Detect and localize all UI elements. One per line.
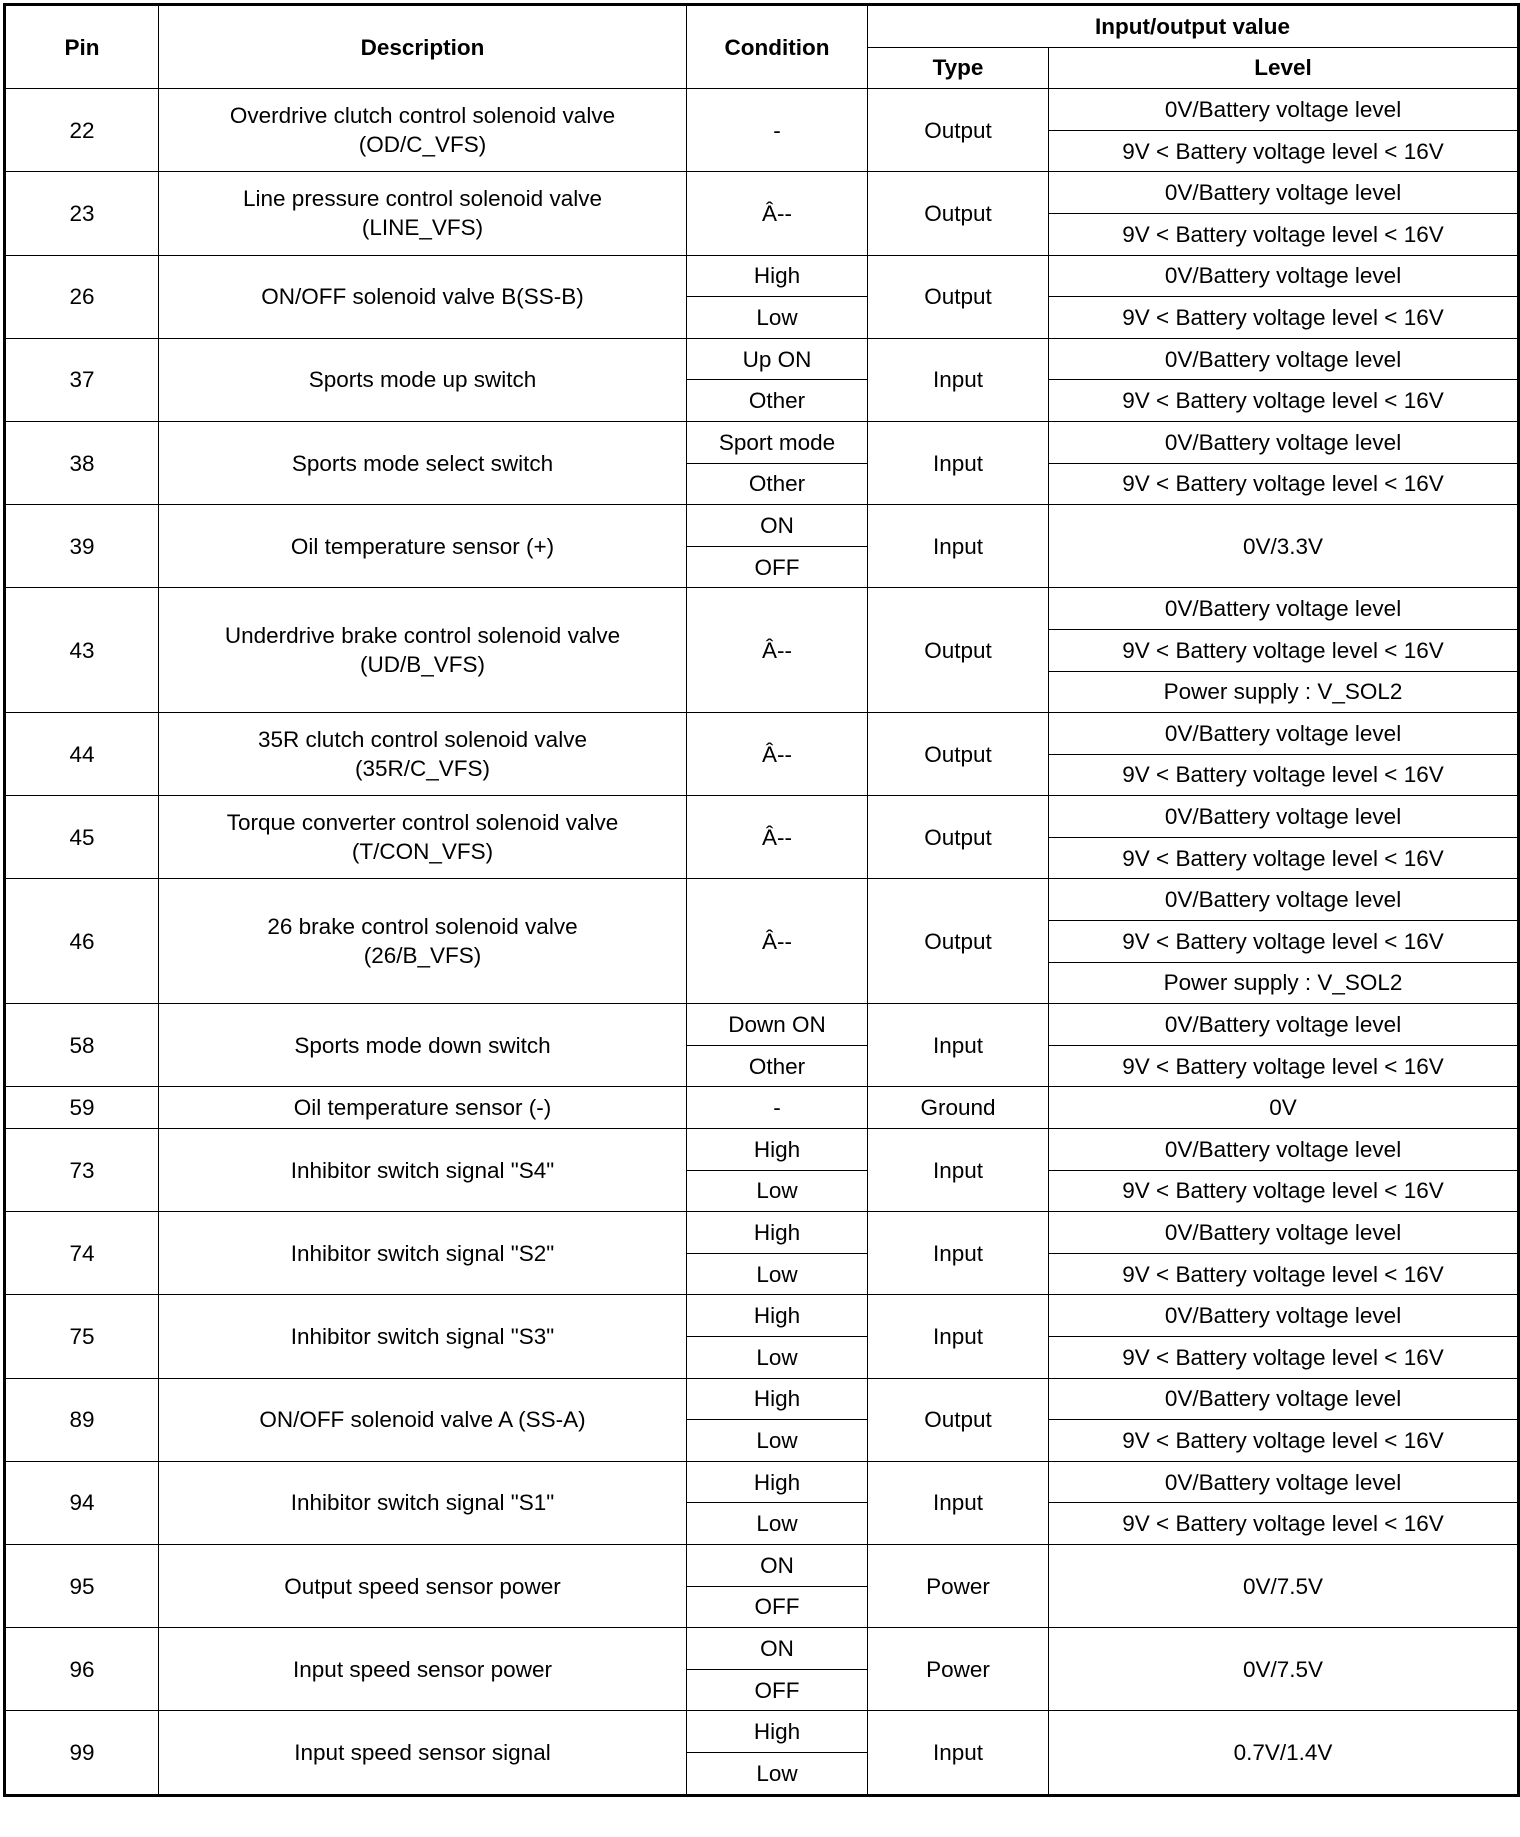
level-cell: 9V < Battery voltage level < 16V [1049, 380, 1519, 422]
level-cell: 0V/Battery voltage level [1049, 1212, 1519, 1254]
description-cell: Inhibitor switch signal "S2" [159, 1212, 687, 1295]
condition-cell: Â-- [687, 588, 868, 713]
table-row [5, 89, 1519, 131]
table-header [5, 5, 1519, 89]
type-cell: Input [868, 1129, 1049, 1212]
condition-cell: Other [687, 463, 868, 505]
condition-cell: Low [687, 1337, 868, 1379]
condition-cell: Other [687, 380, 868, 422]
table-row [5, 1544, 1519, 1586]
type-cell: Output [868, 172, 1049, 255]
level-cell: 0V/Battery voltage level [1049, 172, 1519, 214]
pin-cell: 73 [5, 1129, 159, 1212]
condition-cell: High [687, 1295, 868, 1337]
level-cell: 0V/Battery voltage level [1049, 338, 1519, 380]
level-cell: 0V/Battery voltage level [1049, 713, 1519, 755]
description-cell: ON/OFF solenoid valve A (SS-A) [159, 1378, 687, 1461]
condition-cell: Â-- [687, 796, 868, 879]
level-cell: 0V/Battery voltage level [1049, 879, 1519, 921]
type-cell: Input [868, 505, 1049, 588]
level-cell: 9V < Battery voltage level < 16V [1049, 297, 1519, 339]
description-cell: Input speed sensor signal [159, 1711, 687, 1795]
condition-cell: OFF [687, 1586, 868, 1628]
condition-cell: Up ON [687, 338, 868, 380]
level-cell: 9V < Battery voltage level < 16V [1049, 837, 1519, 879]
condition-cell: Low [687, 1170, 868, 1212]
level-cell: 9V < Battery voltage level < 16V [1049, 1503, 1519, 1545]
level-cell: 9V < Battery voltage level < 16V [1049, 1420, 1519, 1462]
pin-cell: 75 [5, 1295, 159, 1378]
condition-cell: Low [687, 1752, 868, 1795]
type-cell: Input [868, 1461, 1049, 1544]
description-cell: Oil temperature sensor (+) [159, 505, 687, 588]
condition-cell: Low [687, 1420, 868, 1462]
pin-cell: 22 [5, 89, 159, 172]
level-cell: 9V < Battery voltage level < 16V [1049, 1045, 1519, 1087]
pin-cell: 43 [5, 588, 159, 713]
level-cell: 0V/Battery voltage level [1049, 1004, 1519, 1046]
condition-cell: Â-- [687, 879, 868, 1004]
pin-cell: 39 [5, 505, 159, 588]
condition-cell: Low [687, 1253, 868, 1295]
type-cell: Input [868, 1004, 1049, 1087]
type-cell: Output [868, 255, 1049, 338]
pin-cell: 59 [5, 1087, 159, 1129]
level-cell: 0V/Battery voltage level [1049, 421, 1519, 463]
level-cell: 0V/Battery voltage level [1049, 1461, 1519, 1503]
type-cell: Power [868, 1544, 1049, 1627]
type-cell: Output [868, 588, 1049, 713]
condition-cell: - [687, 89, 868, 172]
header-io-value: Input/output value [868, 5, 1519, 48]
condition-cell: High [687, 1129, 868, 1171]
table-row [5, 1212, 1519, 1254]
table-row [5, 255, 1519, 297]
condition-cell: Low [687, 297, 868, 339]
level-cell: 0V/Battery voltage level [1049, 89, 1519, 131]
description-cell: Overdrive clutch control solenoid valve (OD/C_VFS) [159, 89, 687, 172]
level-cell: 9V < Battery voltage level < 16V [1049, 1253, 1519, 1295]
condition-cell: High [687, 1711, 868, 1753]
level-cell: 0V/Battery voltage level [1049, 1129, 1519, 1171]
table-row [5, 1295, 1519, 1337]
type-cell: Input [868, 338, 1049, 421]
description-cell: 35R clutch control solenoid valve (35R/C_VFS) [159, 713, 687, 796]
type-cell: Output [868, 1378, 1049, 1461]
type-cell: Input [868, 1711, 1049, 1795]
table-row [5, 421, 1519, 463]
table-row [5, 796, 1519, 838]
type-cell: Ground [868, 1087, 1049, 1129]
table-row [5, 1461, 1519, 1503]
type-cell: Output [868, 89, 1049, 172]
table-row [5, 1711, 1519, 1753]
pin-cell: 94 [5, 1461, 159, 1544]
header-pin: Pin [5, 5, 159, 89]
type-cell: Output [868, 713, 1049, 796]
description-cell: Inhibitor switch signal "S3" [159, 1295, 687, 1378]
description-cell: Sports mode down switch [159, 1004, 687, 1087]
header-level: Level [1049, 47, 1519, 89]
table-body [5, 89, 1519, 1795]
pin-cell: 95 [5, 1544, 159, 1627]
level-cell: 9V < Battery voltage level < 16V [1049, 130, 1519, 172]
level-cell: 9V < Battery voltage level < 16V [1049, 463, 1519, 505]
level-cell: Power supply : V_SOL2 [1049, 671, 1519, 713]
condition-cell: High [687, 1212, 868, 1254]
table-row [5, 713, 1519, 755]
condition-cell: High [687, 255, 868, 297]
pin-specification-table [3, 3, 1520, 1797]
level-cell: Power supply : V_SOL2 [1049, 962, 1519, 1004]
description-cell: ON/OFF solenoid valve B(SS-B) [159, 255, 687, 338]
table-row [5, 1129, 1519, 1171]
condition-cell: ON [687, 1544, 868, 1586]
pin-cell: 38 [5, 421, 159, 504]
type-cell: Power [868, 1628, 1049, 1711]
pin-cell: 58 [5, 1004, 159, 1087]
level-cell: 0.7V/1.4V [1049, 1711, 1519, 1795]
description-cell: Sports mode select switch [159, 421, 687, 504]
condition-cell: - [687, 1087, 868, 1129]
level-cell: 0V/Battery voltage level [1049, 255, 1519, 297]
level-cell: 9V < Battery voltage level < 16V [1049, 1337, 1519, 1379]
description-cell: Output speed sensor power [159, 1544, 687, 1627]
table-row [5, 879, 1519, 921]
condition-cell: Low [687, 1503, 868, 1545]
pin-cell: 37 [5, 338, 159, 421]
condition-cell: ON [687, 505, 868, 547]
table-row [5, 338, 1519, 380]
condition-cell: OFF [687, 546, 868, 588]
level-cell: 0V/Battery voltage level [1049, 588, 1519, 630]
pin-cell: 74 [5, 1212, 159, 1295]
header-description: Description [159, 5, 687, 89]
condition-cell: Down ON [687, 1004, 868, 1046]
pin-cell: 44 [5, 713, 159, 796]
table-row [5, 172, 1519, 214]
description-cell: Inhibitor switch signal "S4" [159, 1129, 687, 1212]
level-cell: 0V/Battery voltage level [1049, 1378, 1519, 1420]
level-cell: 0V/7.5V [1049, 1544, 1519, 1627]
condition-cell: ON [687, 1628, 868, 1670]
condition-cell: OFF [687, 1669, 868, 1711]
pin-cell: 45 [5, 796, 159, 879]
pin-cell: 99 [5, 1711, 159, 1795]
condition-cell: Â-- [687, 172, 868, 255]
table-row [5, 1378, 1519, 1420]
condition-cell: Â-- [687, 713, 868, 796]
description-cell: 26 brake control solenoid valve (26/B_VFS) [159, 879, 687, 1004]
level-cell: 9V < Battery voltage level < 16V [1049, 629, 1519, 671]
level-cell: 0V/Battery voltage level [1049, 1295, 1519, 1337]
condition-cell: Other [687, 1045, 868, 1087]
pin-cell: 46 [5, 879, 159, 1004]
table-row [5, 588, 1519, 630]
condition-cell: High [687, 1461, 868, 1503]
table-row [5, 1628, 1519, 1670]
level-cell: 9V < Battery voltage level < 16V [1049, 921, 1519, 963]
level-cell: 0V/Battery voltage level [1049, 796, 1519, 838]
table-row [5, 1004, 1519, 1046]
level-cell: 9V < Battery voltage level < 16V [1049, 754, 1519, 796]
description-cell: Line pressure control solenoid valve (LINE_VFS) [159, 172, 687, 255]
level-cell: 9V < Battery voltage level < 16V [1049, 213, 1519, 255]
pin-cell: 96 [5, 1628, 159, 1711]
pin-cell: 26 [5, 255, 159, 338]
description-cell: Torque converter control solenoid valve (T/CON_VFS) [159, 796, 687, 879]
type-cell: Input [868, 421, 1049, 504]
level-cell: 0V [1049, 1087, 1519, 1129]
type-cell: Output [868, 796, 1049, 879]
header-condition: Condition [687, 5, 868, 89]
description-cell: Input speed sensor power [159, 1628, 687, 1711]
type-cell: Input [868, 1295, 1049, 1378]
level-cell: 0V/7.5V [1049, 1628, 1519, 1711]
header-type: Type [868, 47, 1049, 89]
type-cell: Output [868, 879, 1049, 1004]
pin-cell: 23 [5, 172, 159, 255]
description-cell: Underdrive brake control solenoid valve (UD/B_VFS) [159, 588, 687, 713]
description-cell: Sports mode up switch [159, 338, 687, 421]
table-row [5, 1087, 1519, 1129]
condition-cell: Sport mode [687, 421, 868, 463]
description-cell: Inhibitor switch signal "S1" [159, 1461, 687, 1544]
level-cell: 0V/3.3V [1049, 505, 1519, 588]
table-row [5, 505, 1519, 547]
level-cell: 9V < Battery voltage level < 16V [1049, 1170, 1519, 1212]
type-cell: Input [868, 1212, 1049, 1295]
condition-cell: High [687, 1378, 868, 1420]
description-cell: Oil temperature sensor (-) [159, 1087, 687, 1129]
pin-cell: 89 [5, 1378, 159, 1461]
